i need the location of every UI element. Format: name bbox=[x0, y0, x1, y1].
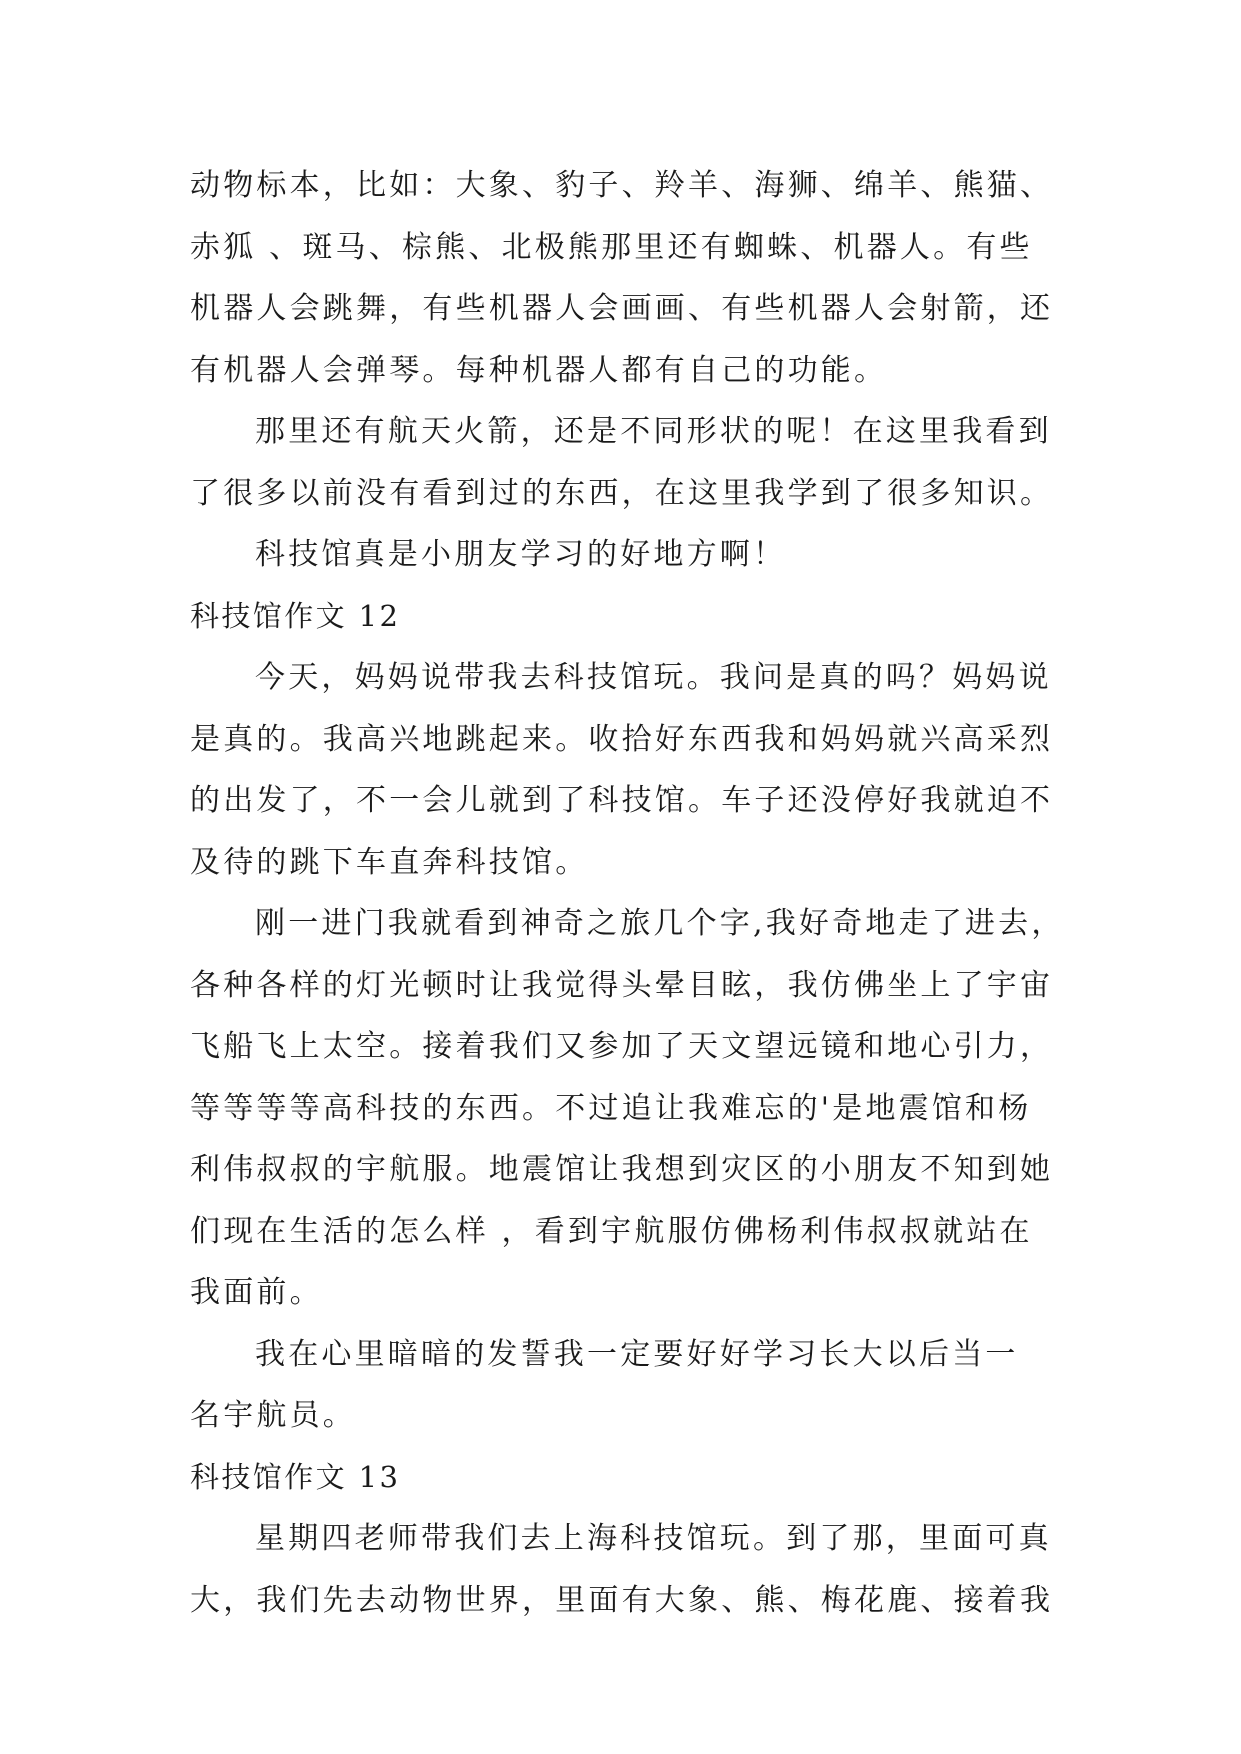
text-line: 是真的。我高兴地跳起来。收拾好东西我和妈妈就兴高采烈 bbox=[190, 721, 1054, 757]
text-line: 及待的跳下车直奔科技馆。 bbox=[190, 844, 589, 880]
text-line: 有机器人会弹琴。每种机器人都有自己的功能。 bbox=[190, 352, 888, 388]
text-line: 刚一进门我就看到神奇之旅几个字,我好奇地走了进去， bbox=[255, 906, 1065, 941]
text-line: 各种各样的灯光顿时让我觉得头晕目眩，我仿佛坐上了宇宙 bbox=[190, 967, 1054, 1003]
text-line: 科技馆真是小朋友学习的好地方啊！ bbox=[255, 537, 787, 572]
text-line: 大，我们先去动物世界，里面有大象、熊、梅花鹿、接着我 bbox=[190, 1582, 1054, 1618]
text-line: 了很多以前没有看到过的东西，在这里我学到了很多知识。 bbox=[190, 475, 1054, 511]
text-line: 赤狐 、斑马、棕熊、北极熊那里还有蜘蛛、机器人。有些 bbox=[190, 229, 1033, 265]
text-line: 动物标本，比如：大象、豹子、羚羊、海狮、绵羊、熊猫、 bbox=[190, 168, 1054, 203]
text-line: 们现在生活的怎么样 ，看到宇航服仿佛杨利伟叔叔就站在 bbox=[190, 1213, 1033, 1249]
text-line: 飞船飞上太空。接着我们又参加了天文望远镜和地心引力， bbox=[190, 1029, 1054, 1064]
text-line: 那里还有航天火箭，还是不同形状的呢！在这里我看到 bbox=[255, 414, 1052, 449]
document-page bbox=[190, 155, 1070, 1631]
text-line: 我面前。 bbox=[190, 1275, 323, 1310]
text-line: 等等等等高科技的东西。不过追让我难忘的'是地震馆和杨 bbox=[190, 1090, 1032, 1126]
section-heading: 科技馆作文 13 bbox=[190, 1459, 401, 1494]
text-line: 星期四老师带我们去上海科技馆玩。到了那，里面可真 bbox=[255, 1521, 1052, 1556]
text-line: 名宇航员。 bbox=[190, 1398, 356, 1433]
text-line: 的出发了，不一会儿就到了科技馆。车子还没停好我就迫不 bbox=[190, 783, 1054, 818]
text-line: 利伟叔叔的宇航服。地震馆让我想到灾区的小朋友不知到她 bbox=[190, 1152, 1054, 1187]
text-line: 我在心里暗暗的发誓我一定要好好学习长大以后当一 bbox=[255, 1336, 1019, 1372]
text-line: 今天，妈妈说带我去科技馆玩。我问是真的吗？妈妈说 bbox=[255, 660, 1052, 695]
text-line: 机器人会跳舞，有些机器人会画画、有些机器人会射箭，还 bbox=[190, 291, 1054, 326]
section-heading: 科技馆作文 12 bbox=[190, 598, 401, 633]
